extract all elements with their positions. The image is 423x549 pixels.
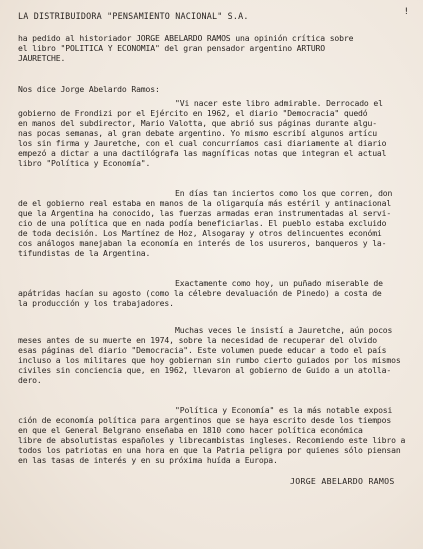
- paragraph-1-line: gobierno de Frondizi por el Ejército en 1962, el diario "Democracia" quedó: [18, 108, 368, 118]
- paragraph-1-line: nas pocas semanas, al gran debate argentino. Yo mismo escribí algunos artícu: [18, 128, 377, 138]
- intro-line: ha pedido al historiador JORGE ABELARDO RAMOS una opinión crítica sobre: [18, 33, 354, 43]
- paragraph-2-line: cos análogos manejaban la economía en interés de los usureros, banqueros y la-: [18, 238, 387, 248]
- paragraph-2-line: cio de una política que en nada podía beneficiarlas. El pueblo estaba excluido: [18, 218, 387, 228]
- paragraph-5-line: "Política y Economía" es la más notable exposi: [175, 405, 393, 415]
- paragraph-4-line: incluso a los militares que hoy gobiernan sin rumbo cierto guiados por los mismos: [18, 355, 401, 365]
- paragraph-1-line: empezó a dictar a una dactilógrafa las magníficas notas que integran el actual: [18, 148, 387, 158]
- paragraph-1-line: libro "Política y Economía".: [18, 158, 151, 168]
- paragraph-4-line: civiles sin conciencia que, en 1962, llevaron al gobierno de Guido a un atolla-: [18, 365, 392, 375]
- salutation: Nos dice Jorge Abelardo Ramos:: [18, 84, 160, 94]
- paragraph-1-line: los sin firma y Jauretche, con el cual concurríamos casi diariamente al diario: [18, 138, 387, 148]
- intro-line: el libro "POLITICA Y ECONOMIA" del gran pensador argentino ARTURO: [18, 43, 325, 53]
- paragraph-4-line: esas páginas del diario "Democracia". Este volumen puede educar a todo el país: [18, 345, 387, 355]
- paragraph-5-line: en las tasas de interés y en su próxima huída a Europa.: [18, 455, 278, 465]
- paragraph-5-line: ción de economía política para argentinos que se haya escrito desde los tiempos: [18, 415, 392, 425]
- paragraph-2-line: En días tan inciertos como los que corren, don: [175, 188, 393, 198]
- paragraph-3-line: Exactamente como hoy, un puñado miserable de: [175, 278, 383, 288]
- page-mark: !: [403, 7, 409, 17]
- paragraph-1-line: en manos del subdirector, Mario Valotta, que abrió sus páginas durante algu-: [18, 118, 377, 128]
- distributor-header: LA DISTRIBUIDORA "PENSAMIENTO NACIONAL" S.A.: [18, 11, 249, 21]
- paragraph-2-line: de el gobierno real estaba en manos de la oligarquía más estéril y antinacional: [18, 198, 392, 208]
- paragraph-4-line: Muchas veces le insistí a Jauretche, aún pocos: [175, 325, 393, 335]
- paragraph-4-line: meses antes de su muerte en 1974, sobre la necesidad de recuperar del olvido: [18, 335, 377, 345]
- paragraph-5-line: libre de absolutistas españoles y librecambistas ingleses. Recomiendo este libro a: [18, 435, 406, 445]
- paragraph-4-line: dero.: [18, 375, 42, 385]
- signature: JORGE ABELARDO RAMOS: [290, 476, 395, 486]
- paragraph-3-line: la producción y los trabajadores.: [18, 298, 174, 308]
- paragraph-1-line: "Vi nacer este libro admirable. Derrocado el: [175, 98, 383, 108]
- paragraph-5-line: todos los patriotas en una hora en que la Patria peligra por quienes sólo piensan: [18, 445, 401, 455]
- paragraph-2-line: de toda decisión. Los Martínez de Hoz, Alsogaray y otros delincuentes económi: [18, 228, 382, 238]
- paragraph-3-line: apátridas hacían su agosto (como la célebre devaluación de Pinedo) a costa de: [18, 288, 382, 298]
- paragraph-5-line: en que el General Belgrano enseñaba en 1810 como hacer política económica: [18, 425, 363, 435]
- intro-line: JAURETCHE.: [18, 53, 66, 63]
- paragraph-2-line: tifundistas de la Argentina.: [18, 248, 151, 258]
- paragraph-2-line: que la Argentina ha conocido, las fuerzas armadas eran instrumentadas al servi-: [18, 208, 392, 218]
